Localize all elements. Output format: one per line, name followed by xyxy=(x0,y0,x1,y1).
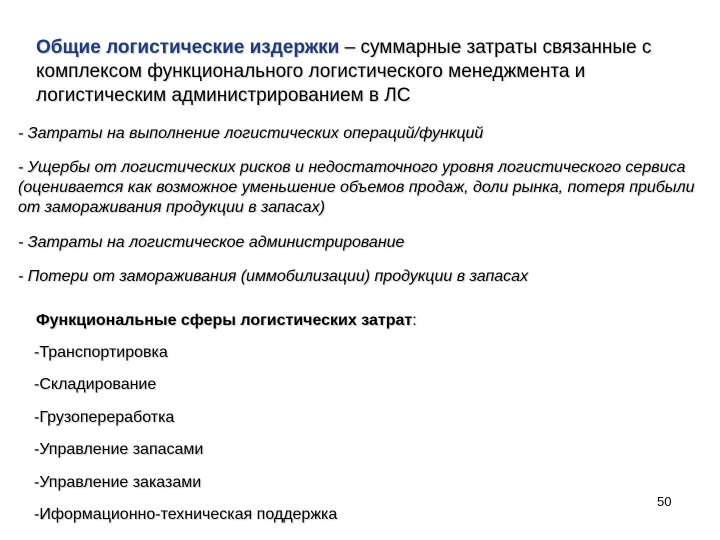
cost-component-item: - Затраты на выполнение логистических операций/функций xyxy=(18,125,484,142)
spheres-list xyxy=(34,343,337,537)
sphere-item: -Складирование xyxy=(34,376,157,394)
page-number: 50 xyxy=(657,494,672,509)
definition-term: Общие логистические издержки xyxy=(36,37,340,58)
spheres-heading xyxy=(36,311,417,331)
definition-text: – суммарные затраты связанные с комплексом функционального логистического менеджмента и логистическим администрированием в ЛС xyxy=(36,37,652,106)
definition-paragraph xyxy=(36,36,706,108)
sphere-item: -Транспортировка xyxy=(34,344,168,361)
cost-components-list xyxy=(18,124,716,301)
spheres-heading-text: Функциональные сферы логистических затрат xyxy=(36,312,413,329)
cost-component-item: - Потери от замораживания (иммобилизации) продукции в запасах xyxy=(18,268,529,285)
cost-component-item: - Ущербы от логистических рисков и недостаточного уровня логистического сервиса (оценивается как возможное уменьшение объемов продаж, доли рынка, потеря прибыли от замораживания продукции в запасах) xyxy=(18,159,695,216)
sphere-item: -Грузопереработка xyxy=(34,408,175,426)
sphere-item: -Иформационно-техническая поддержка xyxy=(34,505,338,523)
cost-component-item: - Затраты на логистическое администрирование xyxy=(18,234,405,251)
sphere-item: -Управление заказами xyxy=(34,473,202,491)
spheres-heading-colon: : xyxy=(412,312,417,329)
sphere-item: -Управление запасами xyxy=(34,441,204,459)
